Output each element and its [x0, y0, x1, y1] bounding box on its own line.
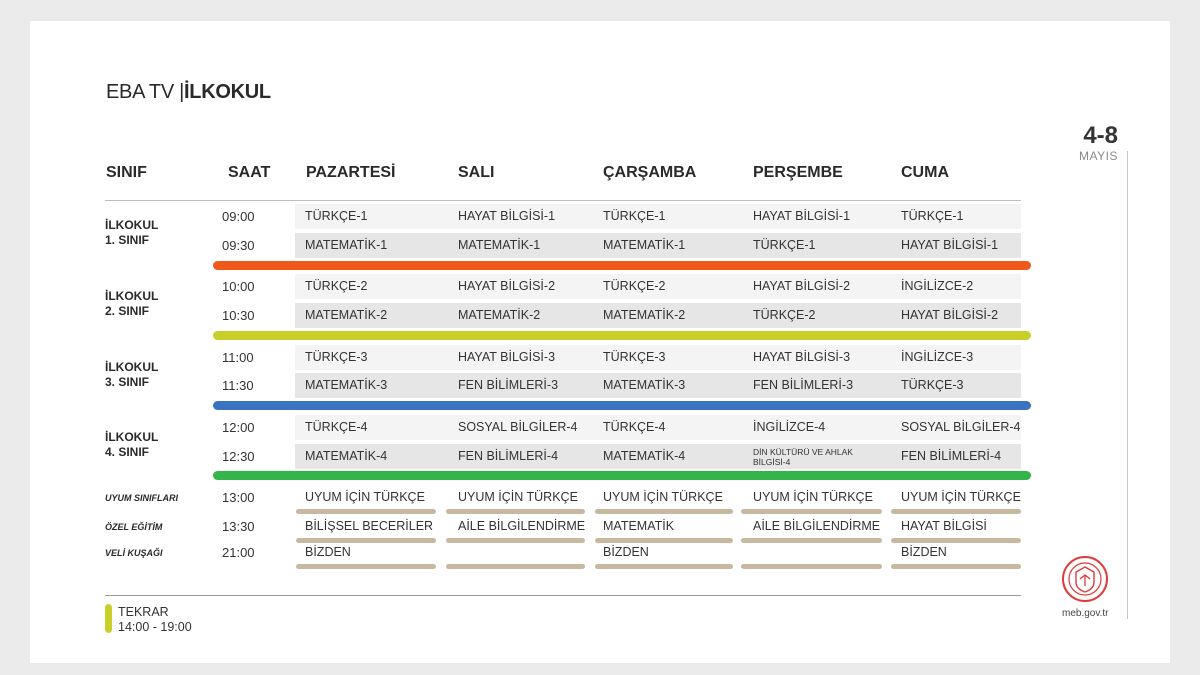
grade-divider-bar: [213, 331, 1031, 340]
cell-underline: [891, 564, 1021, 569]
cell-underline: [446, 509, 585, 514]
schedule-card: [30, 21, 1170, 663]
lesson-cell-wednesday: TÜRKÇE-4: [603, 420, 666, 434]
grade-divider-bar: [213, 471, 1031, 480]
lesson-cell-monday: MATEMATİK-1: [305, 238, 388, 252]
lesson-cell-wednesday: MATEMATİK-3: [603, 378, 686, 392]
grade-label: [105, 289, 158, 319]
special-cell-thursday: UYUM İÇİN TÜRKÇE: [753, 490, 873, 504]
slot-time: 10:00: [222, 279, 255, 294]
lesson-cell-friday: HAYAT BİLGİSİ-1: [901, 238, 999, 252]
grade-label-class: 1. SINIF: [105, 233, 150, 247]
special-cell-monday: UYUM İÇİN TÜRKÇE: [305, 490, 425, 504]
cell-underline: [296, 564, 436, 569]
cell-underline: [446, 564, 585, 569]
date-range: 4-8: [1083, 122, 1118, 149]
lesson-cell-wednesday: MATEMATİK-2: [603, 308, 686, 322]
grade-label-class: 4. SINIF: [105, 445, 150, 459]
lesson-cell-monday: MATEMATİK-3: [305, 378, 388, 392]
special-cell-monday: BİLİŞSEL BECERİLER: [305, 519, 434, 533]
lesson-cell-monday: TÜRKÇE-3: [305, 350, 368, 364]
lesson-cell-friday: SOSYAL BİLGİLER-4: [901, 420, 1021, 434]
bottom-rule: [105, 595, 1021, 596]
lesson-cell-friday: İNGİLİZCE-3: [901, 350, 974, 364]
slot-time: 09:00: [222, 209, 255, 224]
grade-label-level: İLKOKUL: [105, 430, 159, 444]
special-cell-thursday: AİLE BİLGİLENDİRME: [753, 519, 881, 533]
slot-time: 11:00: [222, 350, 254, 365]
slot-time: 12:30: [222, 449, 255, 464]
cell-underline: [296, 538, 436, 543]
lesson-cell-tuesday: MATEMATİK-1: [458, 238, 541, 252]
lesson-cell-wednesday: TÜRKÇE-1: [603, 209, 666, 223]
grade-divider-bar: [213, 261, 1031, 270]
date-month: MAYIS: [1079, 149, 1118, 163]
special-cell-friday: HAYAT BİLGİSİ: [901, 519, 987, 533]
special-cell-tuesday: UYUM İÇİN TÜRKÇE: [458, 490, 578, 504]
meb-seal-icon: [1061, 555, 1109, 603]
header-grade: SINIF: [106, 164, 147, 181]
cell-underline: [446, 538, 585, 543]
cell-underline: [595, 538, 733, 543]
cell-underline: [891, 538, 1021, 543]
lesson-cell-friday: TÜRKÇE-1: [901, 209, 964, 223]
lesson-cell-tuesday: FEN BİLİMLERİ-4: [458, 449, 559, 463]
cell-underline: [741, 564, 882, 569]
lesson-cell-thursday: TÜRKÇE-1: [753, 238, 816, 252]
lesson-cell-monday: MATEMATİK-2: [305, 308, 388, 322]
lesson-cell-tuesday: HAYAT BİLGİSİ-2: [458, 279, 556, 293]
lesson-cell-tuesday: MATEMATİK-2: [458, 308, 541, 322]
grade-divider-bar: [213, 401, 1031, 410]
slot-time: 12:00: [222, 420, 255, 435]
slot-time: 13:00: [222, 490, 255, 505]
special-cell-friday: BİZDEN: [901, 545, 947, 559]
lesson-cell-friday: İNGİLİZCE-2: [901, 279, 974, 293]
lesson-cell-friday: HAYAT BİLGİSİ-2: [901, 308, 999, 322]
header-day-friday: CUMA: [901, 164, 949, 181]
grade-label: [105, 430, 158, 460]
header-day-tuesday: SALI: [458, 164, 495, 181]
cell-underline: [741, 538, 882, 543]
grade-label: [105, 218, 158, 248]
cell-underline: [296, 509, 436, 514]
special-cell-monday: BİZDEN: [305, 545, 351, 559]
header-day-monday: PAZARTESİ: [306, 164, 396, 181]
special-cell-wednesday: UYUM İÇİN TÜRKÇE: [603, 490, 723, 504]
special-cell-friday: UYUM İÇİN TÜRKÇE: [901, 490, 1021, 504]
grade-label-level: İLKOKUL: [105, 218, 159, 232]
lesson-cell-wednesday: MATEMATİK-1: [603, 238, 686, 252]
footer-url[interactable]: meb.gov.tr: [1062, 608, 1109, 619]
lesson-cell-monday: TÜRKÇE-1: [305, 209, 368, 223]
lesson-cell-friday: FEN BİLİMLERİ-4: [901, 449, 1002, 463]
special-category-label: ÖZEL EĞİTİM: [105, 522, 163, 532]
brand-name: EBA TV: [106, 81, 174, 103]
lesson-cell-thursday: İNGİLİZCE-4: [753, 420, 826, 434]
lesson-cell-monday: TÜRKÇE-2: [305, 279, 368, 293]
date-block: [1079, 123, 1118, 163]
lesson-cell-thursday: HAYAT BİLGİSİ-1: [753, 209, 851, 223]
special-category-label: VELİ KUŞAĞI: [105, 548, 163, 558]
slot-time: 21:00: [222, 545, 255, 560]
lesson-cell-wednesday: TÜRKÇE-3: [603, 350, 666, 364]
header-day-thursday: PERŞEMBE: [753, 164, 843, 181]
grade-label-level: İLKOKUL: [105, 360, 159, 374]
special-cell-wednesday: BİZDEN: [603, 545, 649, 559]
header-time: SAAT: [228, 164, 271, 181]
lesson-cell-tuesday: HAYAT BİLGİSİ-1: [458, 209, 556, 223]
slot-time: 11:30: [222, 378, 254, 393]
special-cell-tuesday: AİLE BİLGİLENDİRME: [458, 519, 586, 533]
cell-underline: [891, 509, 1021, 514]
lesson-cell-wednesday: TÜRKÇE-2: [603, 279, 666, 293]
grade-label-class: 3. SINIF: [105, 375, 150, 389]
lesson-cell-monday: TÜRKÇE-4: [305, 420, 368, 434]
page-title: [106, 81, 271, 104]
brand-level: İLKOKUL: [184, 81, 271, 103]
slot-time: 09:30: [222, 238, 255, 253]
cell-underline: [741, 509, 882, 514]
lesson-cell-thursday: HAYAT BİLGİSİ-2: [753, 279, 851, 293]
lesson-cell-wednesday: MATEMATİK-4: [603, 449, 686, 463]
vertical-divider: [1127, 151, 1128, 619]
brand-separator: |: [179, 81, 185, 103]
header-day-wednesday: ÇARŞAMBA: [603, 164, 697, 181]
lesson-cell-thursday: TÜRKÇE-2: [753, 308, 816, 322]
slot-time: 13:30: [222, 519, 255, 534]
special-category-label: UYUM SINIFLARI: [105, 493, 178, 503]
grade-label: [105, 360, 158, 390]
special-cell-wednesday: MATEMATİK: [603, 519, 675, 533]
tekrar-label: TEKRAR: [118, 605, 169, 619]
lesson-cell-thursday: DİN KÜLTÜRÜ VE AHLAK BİLGİSİ-4: [753, 447, 853, 467]
tekrar-time: 14:00 - 19:00: [118, 620, 192, 634]
lesson-cell-monday: MATEMATİK-4: [305, 449, 388, 463]
slot-time: 10:30: [222, 308, 255, 323]
lesson-cell-thursday: HAYAT BİLGİSİ-3: [753, 350, 851, 364]
lesson-cell-thursday: FEN BİLİMLERİ-3: [753, 378, 854, 392]
tekrar-color-bar: [105, 604, 112, 633]
cell-underline: [595, 564, 733, 569]
cell-underline: [595, 509, 733, 514]
lesson-cell-friday: TÜRKÇE-3: [901, 378, 964, 392]
grade-label-level: İLKOKUL: [105, 289, 159, 303]
lesson-cell-tuesday: FEN BİLİMLERİ-3: [458, 378, 559, 392]
grade-label-class: 2. SINIF: [105, 304, 150, 318]
lesson-cell-tuesday: HAYAT BİLGİSİ-3: [458, 350, 556, 364]
header-rule: [105, 200, 1021, 201]
lesson-cell-tuesday: SOSYAL BİLGİLER-4: [458, 420, 578, 434]
